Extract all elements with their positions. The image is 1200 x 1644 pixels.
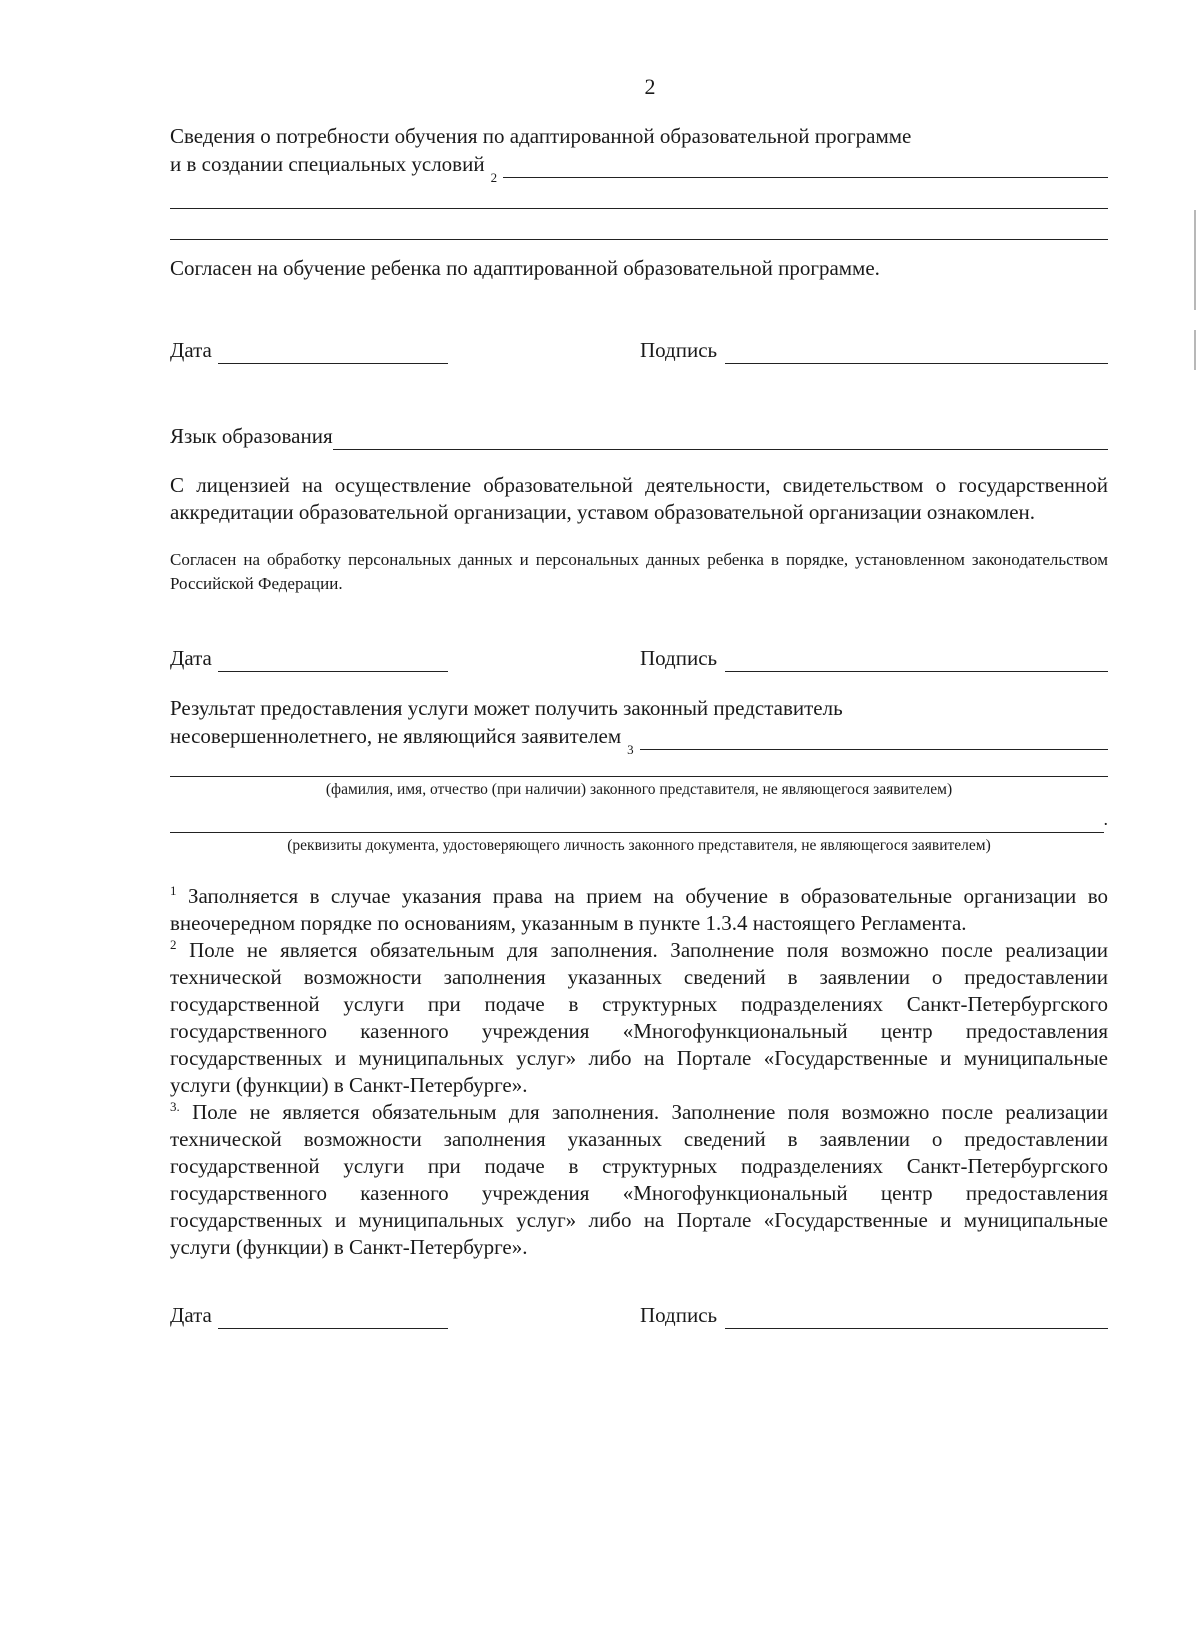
signature-label: Подпись (640, 1303, 718, 1327)
date-label: Дата (170, 338, 212, 362)
signature-label: Подпись (640, 646, 718, 670)
signature-field-group (640, 1301, 1108, 1329)
form-content (170, 122, 1108, 1329)
footnotes (170, 883, 1108, 1261)
result-recipient-line2: несовершеннолетнего, не являющийся заявителем 3 (170, 722, 1108, 750)
date-field[interactable] (218, 1308, 448, 1329)
signature-block-2 (170, 642, 1108, 672)
adapted-program-field[interactable] (503, 155, 1108, 178)
signature-block-3 (170, 1299, 1108, 1329)
footnote-mark: 1 (170, 883, 177, 898)
footnote-3 (170, 1099, 1108, 1261)
date-field-group (170, 644, 448, 672)
result-recipient-field[interactable] (640, 727, 1108, 750)
signature-field[interactable] (725, 649, 1108, 672)
footnote-2 (170, 937, 1108, 1099)
signature-label: Подпись (640, 338, 718, 362)
adapted-program-text-line1: Сведения о потребности обучения по адаптированной образовательной программе (170, 124, 912, 148)
result-recipient-text-line1: Результат предоставления услуги может получить законный представитель (170, 696, 843, 720)
footnote-text: Поле не является обязательным для заполнения. Заполнение поля возможно после реализации технической возможности заполнения указанных сведений в заявлении о предоставлении государственной услуги при подаче в структурных подразделениях Санкт-Петербургского государственного казенного учреждения «Многофункциональный центр предоставления государственных и муниципальных услуг» либо на Портале «Государственные и муниципальные услуги (функции) в Санкт-Петербурге». (170, 938, 1109, 1097)
footnote-mark: 2 (170, 937, 177, 952)
footnote-text: Заполняется в случае указания права на прием на обучение в образовательные организации во внеочередном порядке по основаниям, указанным в пункте 1.3.4 настоящего Регламента. (170, 884, 1108, 935)
scan-artifact (1194, 210, 1196, 310)
signature-field[interactable] (725, 341, 1108, 364)
adapted-program-field-2[interactable] (170, 186, 1108, 209)
result-recipient-text-line2: несовершеннолетнего, не являющийся заявителем (170, 724, 622, 748)
date-field[interactable] (218, 343, 448, 364)
scan-artifact (1194, 330, 1196, 370)
date-field[interactable] (218, 651, 448, 672)
date-label: Дата (170, 646, 212, 670)
personal-data-consent: Согласен на обработку персональных данных и персональных данных ребенка в порядке, установленном законодательством Российской Федерации. (170, 550, 1108, 593)
adapted-program-field-3[interactable] (170, 217, 1108, 240)
date-label: Дата (170, 1303, 212, 1327)
adapted-program-section (170, 122, 1108, 240)
language-label: Язык образования (170, 424, 333, 448)
representative-document-row (170, 805, 1108, 833)
page-number: 2 (644, 74, 656, 99)
footnote-mark: 3. (170, 1099, 180, 1114)
signature-field-group (640, 644, 1108, 672)
date-field-group (170, 336, 448, 364)
adapted-program-line2: и в создании специальных условий 2 (170, 150, 1108, 178)
representative-name-caption: (фамилия, имя, отчество (при наличии) законного представителя, не являющегося заявителем) (325, 781, 953, 798)
language-row (170, 422, 1108, 450)
representative-name-field[interactable] (170, 754, 1108, 777)
consent-adapted-program: Согласен на обучение ребенка по адаптированной образовательной программе. (170, 256, 880, 280)
date-field-group (170, 1301, 448, 1329)
license-notice: С лицензией на осуществление образовательной деятельности, свидетельством о государственной аккредитации образовательной организации, уставом образовательной организации ознакомлен. (170, 473, 1108, 524)
line-end-dot: . (1103, 809, 1108, 829)
signature-field-group (640, 336, 1108, 364)
result-recipient-section (170, 694, 1108, 857)
representative-document-caption: (реквизиты документа, удостоверяющего личность законного представителя, не являющегося заявителем) (287, 837, 991, 854)
footnote-1 (170, 883, 1108, 937)
representative-document-field[interactable] (170, 812, 1104, 833)
adapted-program-text-line2: и в создании специальных условий (170, 152, 485, 176)
language-field[interactable] (333, 427, 1108, 450)
signature-block-1 (170, 334, 1108, 364)
footnote-text: Поле не является обязательным для заполнения. Заполнение поля возможно после реализации технической возможности заполнения указанных сведений в заявлении о предоставлении государственной услуги при подаче в структурных подразделениях Санкт-Петербургского государственного казенного учреждения «Многофункциональный центр предоставления государственных и муниципальных услуг» либо на Портале «Государственные и муниципальные услуги (функции) в Санкт-Петербурге». (170, 1100, 1108, 1259)
signature-field[interactable] (725, 1306, 1108, 1329)
